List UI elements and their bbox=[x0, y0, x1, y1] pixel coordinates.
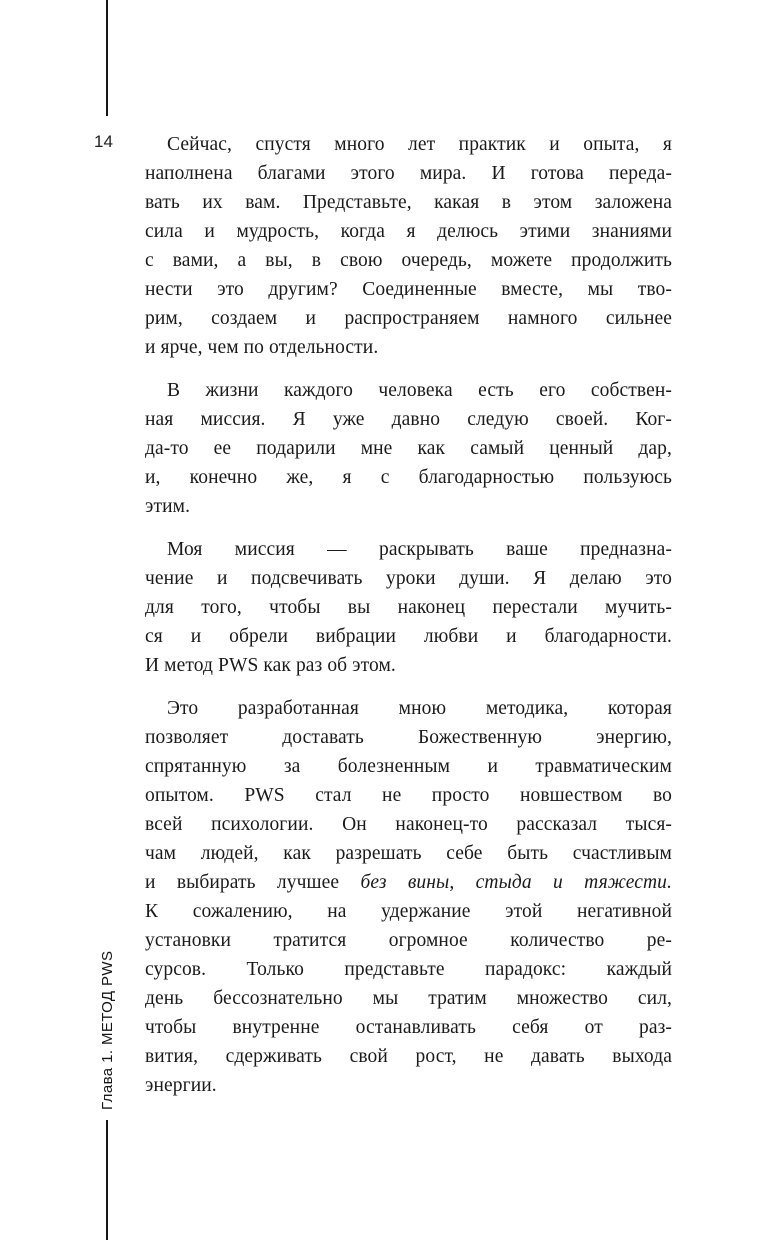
text-line: установки тратится огромное количество ре- bbox=[145, 930, 672, 951]
text-line: Это разработанная мною методика, которая bbox=[167, 698, 672, 719]
text-line: опытом. PWS стал не просто новшеством во bbox=[145, 785, 672, 806]
italic-text: без вины, стыда и тяжести. bbox=[360, 872, 672, 893]
text-line: позволяет доставать Божественную энергию, bbox=[145, 727, 672, 748]
text-line: с вами, а вы, в свою очередь, можете продолжить bbox=[145, 250, 672, 271]
text-line: и ярче, чем по отдельности. bbox=[145, 337, 379, 358]
text-line: чтобы внутренне останавливать себя от раз- bbox=[145, 1017, 672, 1038]
chapter-title-vertical: Глава 1. МЕТОД PWS bbox=[99, 950, 116, 1110]
left-margin-rule-bottom bbox=[106, 1120, 108, 1240]
text-line: сила и мудрость, когда я делюсь этими знаниями bbox=[145, 221, 672, 242]
text-line: Сейчас, спустя много лет практик и опыта, я bbox=[167, 134, 672, 155]
text-line: сурсов. Только представьте парадокс: каждый bbox=[145, 959, 672, 980]
text-line: энергии. bbox=[145, 1075, 217, 1096]
paragraph bbox=[145, 130, 672, 362]
text-line: этим. bbox=[145, 496, 191, 517]
text-line: нести это другим? Соединенные вместе, мы тво- bbox=[145, 279, 672, 300]
text-line: для того, чтобы вы наконец перестали мучить- bbox=[145, 597, 672, 618]
text-line: ся и обрели вибрации любви и благодарности. bbox=[145, 626, 672, 647]
text-line: всей психологии. Он наконец-то рассказал тыся- bbox=[145, 814, 672, 835]
text-line: ная миссия. Я уже давно следую своей. Ког- bbox=[145, 409, 672, 430]
text-line: чение и подсвечивать уроки души. Я делаю это bbox=[145, 568, 672, 589]
text-line: спрятанную за болезненным и травматическим bbox=[145, 756, 672, 777]
text-block bbox=[145, 130, 672, 1100]
text-line: В жизни каждого человека есть его собствен- bbox=[167, 380, 672, 401]
paragraph bbox=[145, 694, 672, 1100]
left-margin-rule-top bbox=[106, 0, 108, 116]
text-line: и, конечно же, я с благодарностью пользуюсь bbox=[145, 467, 672, 488]
page-number: 14 bbox=[94, 132, 113, 151]
text-line: вать их вам. Представьте, какая в этом заложена bbox=[145, 192, 672, 213]
text-line: да-то ее подарили мне как самый ценный дар, bbox=[145, 438, 672, 459]
text-line: день бессознательно мы тратим множество сил, bbox=[145, 988, 672, 1009]
text-line: чам людей, как разрешать себе быть счастливым bbox=[145, 843, 672, 864]
text-line: наполнена благами этого мира. И готова переда- bbox=[145, 163, 672, 184]
text-line: рим, создаем и распространяем намного сильнее bbox=[145, 308, 672, 329]
paragraph bbox=[145, 535, 672, 680]
text-line: вития, сдерживать свой рост, не давать выхода bbox=[145, 1046, 672, 1067]
text-line: И метод PWS как раз об этом. bbox=[145, 655, 396, 676]
text-line: Моя миссия — раскрывать ваше предназна- bbox=[167, 539, 672, 560]
text-line: К сожалению, на удержание этой негативной bbox=[145, 901, 672, 922]
plain-text: и выбирать лучшее bbox=[145, 872, 361, 893]
text-line bbox=[145, 868, 672, 897]
paragraph bbox=[145, 376, 672, 521]
